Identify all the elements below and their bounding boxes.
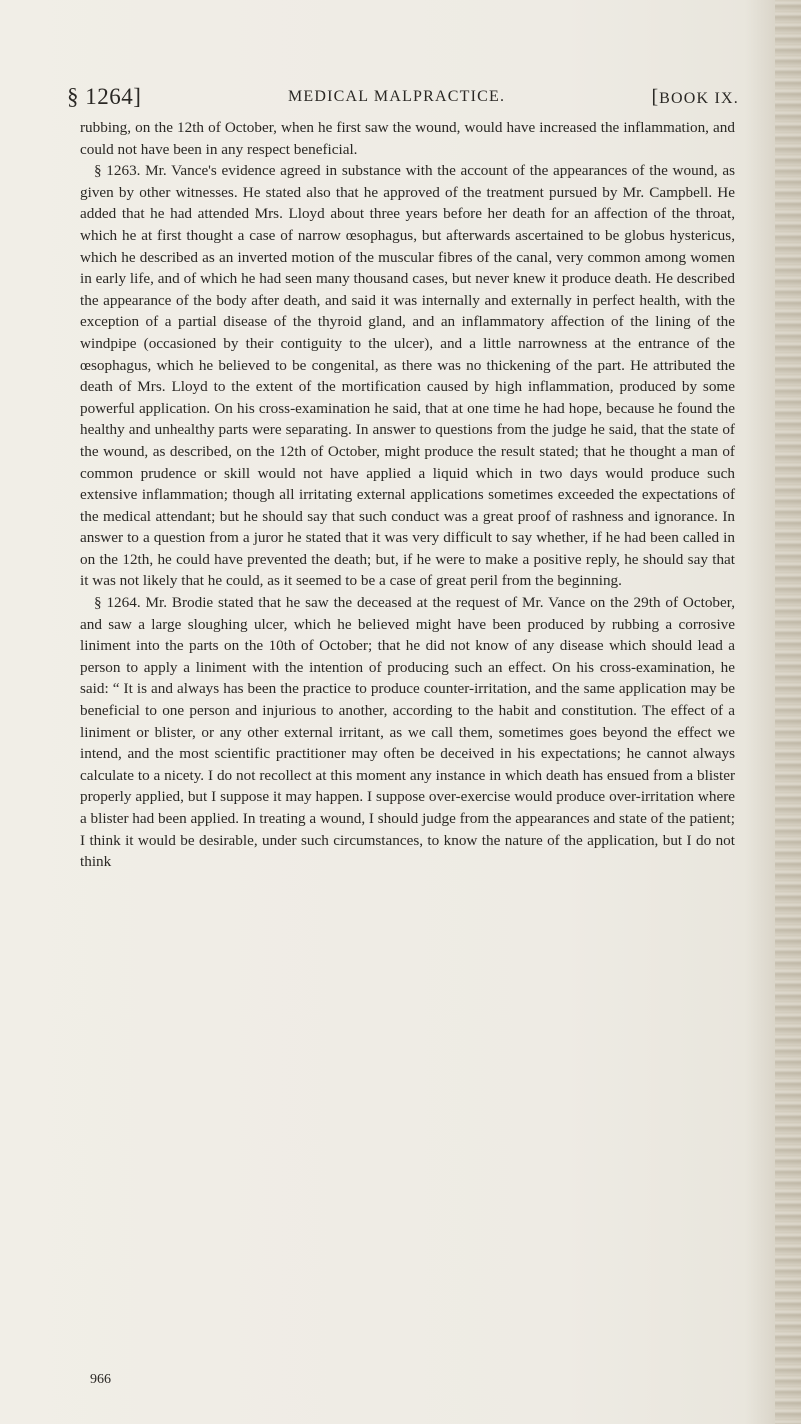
book-number: BOOK IX. (659, 90, 739, 107)
paragraph-1264: § 1264. Mr. Brodie stated that he saw the deceased at the request of Mr. Vance on the 29th of October, and saw a large sloughing ulcer, which he believed might have been produced by rubbing a corrosive liniment into the parts on the 10th of October; that he did not know of any disease which should lead a person to apply a liniment with the intention of producing such an effect. On his cross-examination, he said: “ It is and always has been the practice to produce counter-irritation, and the same application may be beneficial to one person and injurious to another, according to the habit and constitution. The effect of a liniment or blister, or any other external irritant, as we call them, sometimes goes beyond the effect we intend, and the most scientific practitioner may often be deceived in his expectations; he cannot always calculate to a nicety. I do not recollect at this moment any instance in which death has ensued from a blister properly applied, but I suppose it may happen. I suppose over-exercise would produce over-irritation where a blister had been applied. In treating a wound, I should judge from the appearances and state of the patient; I think it would be desirable, under such circumstances, to know the nature of the application, but I do not think (80, 594, 735, 871)
book-label (652, 86, 740, 109)
body-text (80, 117, 735, 873)
paragraph-continuation: rubbing, on the 12th of October, when he first saw the wound, would have increased the inflammation, and could not have been in any respect beneficial. (80, 119, 735, 158)
section-marker: § 1264] (67, 84, 142, 109)
running-head (67, 84, 739, 114)
page-title: MEDICAL MALPRACTICE. (288, 88, 506, 105)
page-edge (775, 0, 801, 1424)
page-number: 966 (90, 1372, 111, 1387)
paragraph-1263: § 1263. Mr. Vance's evidence agreed in substance with the account of the appearances of the wound, as given by other witnesses. He stated also that he approved of the treatment pursued by Mr. Campbell. He added that he had attended Mrs. Lloyd about three years before her death for an affection of the throat, which he at first thought a case of narrow œsophagus, but afterwards ascertained to be globus hystericus, which he described as an inverted motion of the muscular fibres of the canal, very common among women in early life, and of which he had seen many thousand cases, but never knew it produce death. He described the appearance of the body after death, and said it was internally and externally in perfect health, with the exception of a partial disease of the thyroid gland, and an inflammatory affection of the lining of the windpipe (occasioned by their contiguity to the ulcer), and a little narrowness at the entrance of the œsophagus, which he believed to be congenital, as there was no thickening of the part. He attributed the death of Mrs. Lloyd to the extent of the mortification caused by high inflammation, produced by some powerful application. On his cross-examination he said, that at one time he had hope, because he found the healthy and unhealthy parts were separating. In answer to questions from the judge he said, that the state of the wound, as described, on the 12th of October, might produce the result stated; that he thought a man of common prudence or skill would not have applied a liquid which in two days would produce such extensive inflammation; though all irritating external applications sometimes exceeded the expectations of the medical attendant; but he should say that such conduct was a great proof of rashness and ignorance. In answer to a question from a juror he stated that it was very difficult to say whether, if he had been called in on the 12th, he could have prevented the death; but, if he were to make a positive reply, he should say that it was not likely that he could, as it seemed to be a case of great peril from the beginning. (80, 162, 735, 590)
book-bracket: [ (651, 86, 660, 108)
